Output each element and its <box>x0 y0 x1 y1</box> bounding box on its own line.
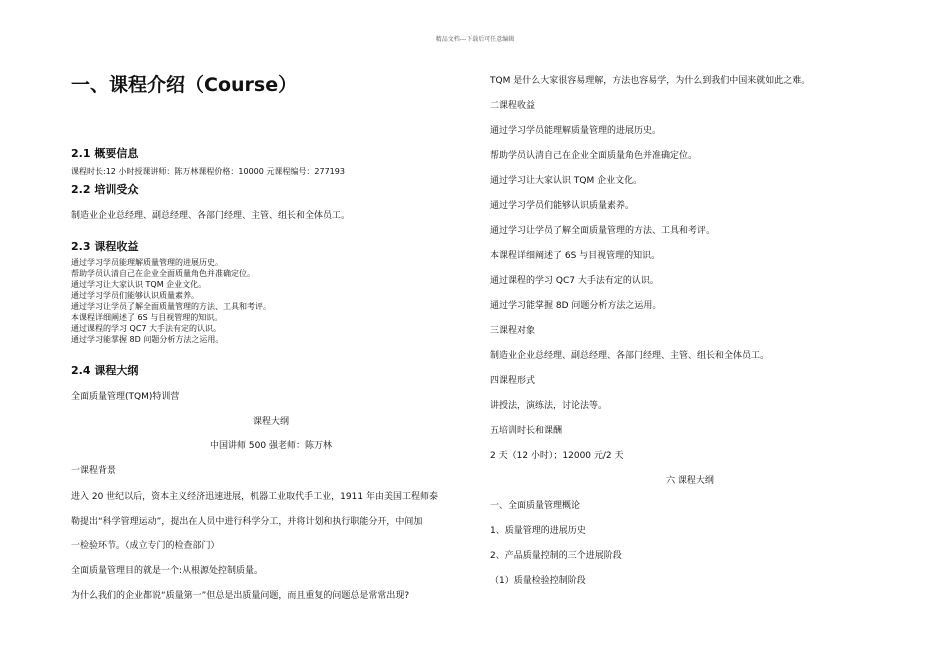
background-heading: 一课程背景 <box>71 466 117 476</box>
paragraph-line: 全面质量管理目的就是一个:从根源处控制质量。 <box>71 566 264 576</box>
section-2-4-heading: 2.4 课程大纲 <box>71 364 139 377</box>
text-line: 通过课程的学习 QC7 大手法有定的认识。 <box>490 276 659 286</box>
list-item: 通过学习学员能理解质量管理的进展历史。 <box>71 258 223 267</box>
text-line: 2 天（12 小时）；12000 元/2 天 <box>490 451 624 461</box>
audience-text: 制造业企业总经理、副总经理、各部门经理、主管、组长和全体员工。 <box>71 211 351 221</box>
camp-title: 全面质量管理(TQM)特训营 <box>71 392 180 402</box>
section-heading: 三课程对象 <box>490 326 536 336</box>
list-item: 通过学习让大家认识 TQM 企业文化。 <box>71 280 207 289</box>
list-item: 通过学习学员们能够认识质量素养。 <box>71 291 199 300</box>
section-heading: 六 课程大纲 <box>666 476 714 486</box>
section-2-2-heading: 2.2 培训受众 <box>71 183 139 196</box>
section-2-3-heading: 2.3 课程收益 <box>71 240 139 253</box>
text-line: 通过学习学员们能够认识质量素养。 <box>490 201 635 211</box>
list-item: 帮助学员认清自己在企业全面质量角色并准确定位。 <box>71 269 255 278</box>
section-2-1-heading: 2.1 概要信息 <box>71 147 139 160</box>
text-line: 一、全面质量管理概论 <box>490 501 581 511</box>
right-text-list <box>490 74 890 599</box>
paragraph-line: 勒提出“科学管理运动”，提出在人员中进行科学分工，并将计划和执行职能分开，中间加 <box>71 517 423 527</box>
text-line: 帮助学员认清自己在企业全面质量角色并准确定位。 <box>490 151 698 161</box>
text-line: 通过学习学员能理解质量管理的进展历史。 <box>490 126 662 136</box>
text-line: （1）质量检验控制阶段 <box>490 576 586 586</box>
paragraph-line: 进入 20 世纪以后，资本主义经济迅速进展，机器工业取代手工业，1911 年由美国工程师泰 <box>71 492 438 502</box>
list-item: 通过学习让学员了解全面质量管理的方法、工具和考评。 <box>71 302 271 311</box>
paragraph-line: 为什么我们的企业都说“质量第一”但总是出质量问题，而且重复的问题总是常常出现? <box>71 591 410 601</box>
section-heading: 四课程形式 <box>490 376 536 386</box>
section-heading: 二课程收益 <box>490 101 536 111</box>
text-line: 通过学习让大家认识 TQM 企业文化。 <box>490 176 643 186</box>
text-line: 2、产品质量控制的三个进展阶段 <box>490 551 622 561</box>
paragraph-line: 一检验环节。（成立专门的检查部门） <box>71 541 220 551</box>
header-note: 精品文档---下载后可任意编辑 <box>435 36 515 43</box>
list-item: 通过学习能掌握 8D 问题分析方法之运用。 <box>71 335 224 344</box>
text-line: 讲授法，演练法，讨论法等。 <box>490 401 608 411</box>
page-title: 一、课程介绍（Course） <box>71 74 298 96</box>
lecturer-line: 中国讲师 500 强老师：陈万林 <box>210 441 332 451</box>
text-line: 通过学习让学员了解全面质量管理的方法、工具和考评。 <box>490 226 716 236</box>
section-heading: 五培训时长和课酬 <box>490 426 563 436</box>
text-line: 通过学习能掌握 8D 问题分析方法之运用。 <box>490 301 662 311</box>
list-item: 本课程详细阐述了 6S 与目视管理的知识。 <box>71 313 223 322</box>
outline-title: 课程大纲 <box>252 417 289 427</box>
text-line: 本课程详细阐述了 6S 与目视管理的知识。 <box>490 251 661 261</box>
course-info: 课程时长:12 小时授课讲师：陈万林课程价格：10000 元课程编号：277193 <box>71 167 345 176</box>
text-line: 制造业企业总经理、副总经理、各部门经理、主管、组长和全体员工。 <box>490 351 770 361</box>
text-line: TQM 是什么大家很容易理解，方法也容易学，为什么到我们中国来就如此之难。 <box>490 76 811 86</box>
benefits-list <box>71 257 271 345</box>
list-item: 通过课程的学习 QC7 大手法有定的认识。 <box>71 324 222 333</box>
text-line: 1、质量管理的进展历史 <box>490 526 586 536</box>
